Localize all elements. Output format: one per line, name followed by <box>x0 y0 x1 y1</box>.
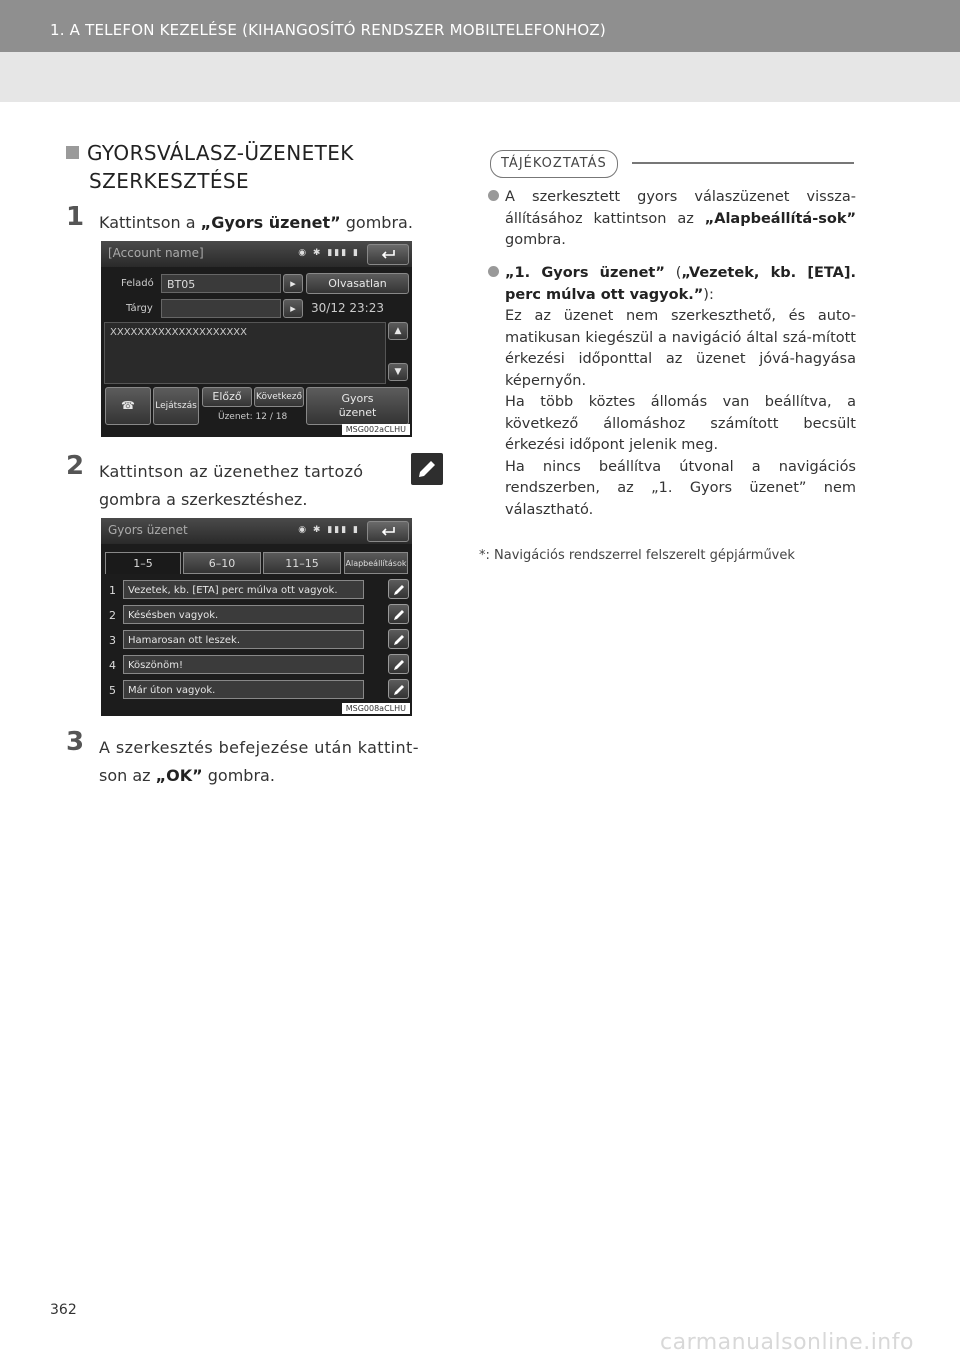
screen-quick-message: Gyors üzenet ◉ ✱ ▮▮▮ ▮ 1–5 6–10 11–15 Alapbeállítások 1 Vezetek, kb. [ETA] perc múlva ott vagyok. 2 Késésben vagyok. 3 Hamarosan ott leszek. 4 Köszönöm! 5 Már úton vagyok. MSG008aCLHU <box>101 518 412 716</box>
subject-menu-button[interactable]: ▸ <box>283 299 303 318</box>
bullet-dot-icon <box>488 190 499 201</box>
quick-message-row[interactable]: Késésben vagyok. <box>123 605 364 624</box>
footnote: *: Navigációs rendszerrel felszerelt gépjárművek <box>479 548 795 563</box>
unread-button[interactable]: Olvasatlan <box>306 273 409 294</box>
tab-1-5[interactable]: 1–5 <box>105 552 181 574</box>
edit-button[interactable] <box>388 604 409 624</box>
edit-button[interactable] <box>388 579 409 599</box>
scroll-up-button[interactable]: ▲ <box>388 322 408 340</box>
bullet-dot-icon <box>488 266 499 277</box>
tab-11-15[interactable]: 11–15 <box>263 552 341 574</box>
quick-message-row[interactable]: Vezetek, kb. [ETA] perc múlva ott vagyok. <box>123 580 364 599</box>
call-button[interactable]: ☎ <box>105 387 151 425</box>
message-body: XXXXXXXXXXXXXXXXXXXX <box>104 322 386 384</box>
image-code: MSG002aCLHU <box>342 424 410 435</box>
watermark: carmanualsonline.info <box>660 1330 914 1355</box>
datetime: 30/12 23:23 <box>311 301 384 315</box>
play-button[interactable]: Lejátszás <box>153 387 199 425</box>
from-label: Feladó <box>121 278 154 289</box>
status-icons: ◉ ✱ ▮▮▮ ▮ <box>298 248 360 258</box>
info-tag: TÁJÉKOZTATÁS <box>490 150 618 178</box>
section-title: GYORSVÁLASZ-ÜZENETEK SZERKESZTÉSE <box>66 139 446 195</box>
prev-button[interactable]: Előző <box>202 387 252 407</box>
message-counter: Üzenet: 12 / 18 <box>218 412 288 422</box>
subject-label: Tárgy <box>126 303 153 314</box>
screen-title: [Account name] <box>108 246 204 260</box>
defaults-button[interactable]: Alapbeállítások <box>344 552 408 574</box>
edit-button[interactable] <box>388 679 409 699</box>
quick-message-row[interactable]: Már úton vagyok. <box>123 680 364 699</box>
next-button[interactable]: Következő <box>254 387 304 407</box>
edit-pencil-icon <box>411 453 443 485</box>
chapter-title: 1. A TELEFON KEZELÉSE (KIHANGOSÍTÓ RENDSZER MOBILTELEFONHOZ) <box>50 21 606 39</box>
page-number: 362 <box>50 1302 77 1318</box>
screen-title: Gyors üzenet <box>108 523 188 537</box>
scroll-down-button[interactable]: ▼ <box>388 363 408 381</box>
back-button[interactable] <box>367 244 409 265</box>
info-bullet-2: „1. Gyors üzenet” („Vezetek, kb. [ETA]. perc múlva ott vagyok.”): Ez az üzenet nem szerkeszthető, és auto-matikusan kiegészül a navigáció által szá-mított érkezési időponttal az üzenet jóvá-hagyása képernyőn. Ha több köztes állomás van beállítva, a következő állomáshoz számított becsült érkezési időpont jelenik meg. Ha nincs beállítva útvonal a navigációs rendszerben, az „1. Gyors üzenet” nem választható. <box>488 263 856 521</box>
step-2: 2 Kattintson az üzenethez tartozó gombra a szerkesztéshez. <box>66 451 364 509</box>
edit-button[interactable] <box>388 654 409 674</box>
from-menu-button[interactable]: ▸ <box>283 274 303 293</box>
info-bullet-1: A szerkesztett gyors válaszüzenet vissza-állításához kattintson az „Alapbeállítá-sok” gombra. <box>488 187 856 252</box>
status-icons: ◉ ✱ ▮▮▮ ▮ <box>298 525 360 535</box>
back-button[interactable] <box>367 521 409 542</box>
image-code: MSG008aCLHU <box>342 703 410 714</box>
step-1: 1 Kattintson a „Gyors üzenet” gombra. <box>66 202 413 232</box>
edit-button[interactable] <box>388 629 409 649</box>
step-3: 3 A szerkesztés befejezése után kattint- son az „OK” gombra. <box>66 727 419 785</box>
square-bullet-icon <box>66 146 79 159</box>
screen-message-view <box>101 241 412 437</box>
quick-message-row[interactable]: Hamarosan ott leszek. <box>123 630 364 649</box>
from-field: BT05 <box>161 274 281 293</box>
tab-6-10[interactable]: 6–10 <box>183 552 261 574</box>
subject-field <box>161 299 281 318</box>
quick-message-row[interactable]: Köszönöm! <box>123 655 364 674</box>
info-divider <box>632 162 854 164</box>
quick-message-button[interactable]: Gyors üzenet <box>306 387 409 425</box>
header-subbar <box>0 52 960 102</box>
